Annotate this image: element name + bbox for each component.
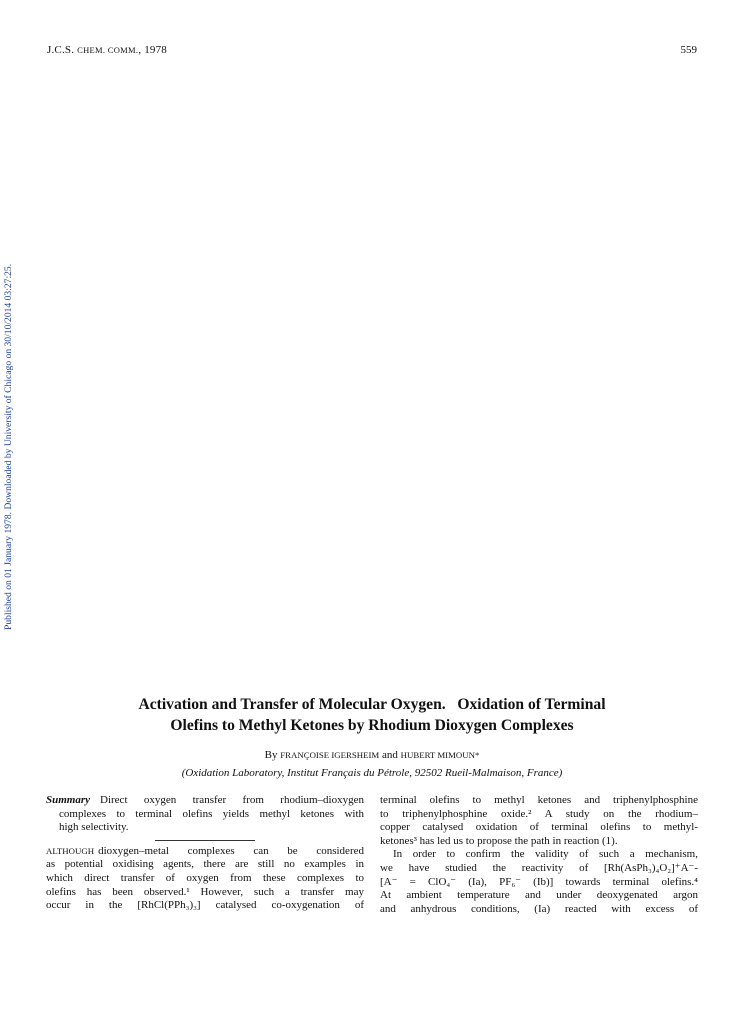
author-2-last: MIMOUN*	[437, 750, 480, 760]
body-text: which direct transfer of oxygen from these complexes to	[46, 871, 364, 884]
left-column	[46, 794, 364, 913]
body-lead: ALTHOUGH	[46, 845, 95, 856]
body-line	[46, 845, 364, 859]
author-1-first: FRANÇOISE	[280, 750, 332, 760]
by-label: By	[264, 749, 281, 761]
body-text: At ambient temperature and under deoxygenated argon	[380, 889, 698, 902]
body-text: to triphenylphosphine oxide.² A study on the rhodium–	[380, 807, 698, 820]
body-line	[380, 889, 698, 903]
summary-text: Direct oxygen transfer from rhodium–dioxygen	[100, 794, 364, 806]
affiliation: (Oxidation Laboratory, Institut Français du Pétrole, 92502 Rueil-Malmaison, France)	[181, 767, 563, 779]
journal-name: CHEM. COMM.	[77, 45, 139, 55]
author-1-last: IGERSHEIM	[331, 750, 380, 760]
body-text: dioxygen–metal complexes can be considered	[98, 844, 364, 857]
journal-header	[47, 44, 167, 56]
body-line	[46, 858, 364, 872]
body-text: occur in the [RhCl(PPh₃)₃] catalysed co-oxygenation of	[46, 899, 364, 912]
body-line	[46, 899, 364, 913]
body-line	[380, 848, 698, 862]
summary-line	[46, 821, 364, 835]
journal-abbrev: J.C.S.	[47, 44, 78, 56]
body-line	[380, 903, 698, 917]
article-title	[60, 694, 684, 736]
body-text: copper catalysed oxidation of terminal olefins to methyl-	[380, 821, 698, 834]
and-label: and	[379, 749, 401, 761]
body-line	[380, 794, 698, 808]
body-line	[380, 808, 698, 822]
author-line	[60, 749, 684, 761]
body-text: In order to confirm the validity of such a mechanism,	[393, 848, 698, 861]
body-line	[380, 821, 698, 835]
body-text: ketones³ has led us to propose the path in reaction (1).	[380, 834, 618, 847]
journal-year: , 1978	[138, 44, 168, 56]
summary-text: complexes to terminal olefins yields methyl ketones with	[59, 807, 364, 820]
summary-line	[46, 808, 364, 822]
body-line	[380, 835, 698, 849]
body-text: and anhydrous conditions, (Ia) reacted with excess of	[380, 902, 698, 915]
title-line-1: Activation and Transfer of Molecular Oxygen. Oxidation of Terminal	[138, 696, 606, 713]
download-notice-link[interactable]: Published on 01 January 1978. Downloaded by University of Chicago on 30/10/2014 03:27:25.	[3, 263, 14, 630]
section-divider	[155, 840, 255, 841]
body-line	[46, 872, 364, 886]
download-notice[interactable]	[3, 210, 19, 630]
summary-text: high selectivity.	[59, 821, 129, 834]
page-number: 559	[680, 44, 697, 56]
body-text: we have studied the reactivity of [Rh(AsPh₃)₄O₂]⁺A⁻-	[380, 861, 698, 874]
body-text: as potential oxidising agents, there are still no examples in	[46, 858, 364, 871]
title-line-2: Olefins to Methyl Ketones by Rhodium Dioxygen Complexes	[170, 717, 574, 734]
body-text: terminal olefins to methyl ketones and triphenylphosphine	[380, 794, 698, 806]
body-line	[380, 862, 698, 876]
summary-line	[46, 794, 364, 808]
author-2-first: HUBERT	[400, 750, 438, 760]
body-line	[380, 876, 698, 890]
right-column	[380, 794, 698, 916]
body-text: olefins has been observed.¹ However, such a transfer may	[46, 885, 364, 898]
body-text: [A⁻ = ClO₄⁻ (Ia), PF₆⁻ (Ib)] towards terminal olefins.⁴	[380, 875, 698, 888]
body-line	[46, 886, 364, 900]
summary-label: Summary	[46, 794, 91, 806]
